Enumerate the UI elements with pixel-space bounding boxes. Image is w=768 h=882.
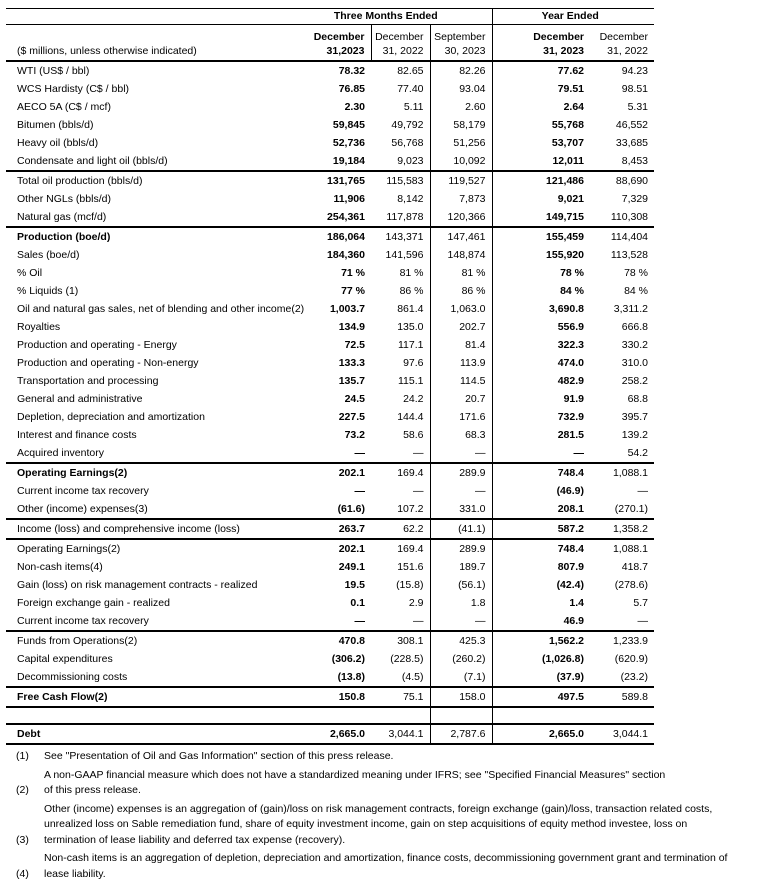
row-label: Other (income) expenses(3) — [6, 500, 286, 519]
cell: 147,461 — [430, 227, 492, 246]
row-label: Income (loss) and comprehensive income (loss) — [6, 519, 286, 539]
cell: 425.3 — [430, 631, 492, 650]
cell: 227.5 — [286, 408, 371, 426]
cell: — — [492, 444, 590, 463]
cell: (56.1) — [430, 576, 492, 594]
footnote-line: Other (income) expenses is an aggregation of (gain)/loss on risk management contracts, foreign exchange (gain)/loss, transaction related costs, — [44, 802, 768, 818]
footnote-line: unrealized loss on Sable remediation fund, share of equity investment income, gain on step acquisitions of equity method investee, loss on — [44, 817, 768, 833]
cell: 208.1 — [492, 500, 590, 519]
cell: 310.0 — [590, 354, 654, 372]
cell: 68.3 — [430, 426, 492, 444]
row-label: Decommissioning costs — [6, 668, 286, 687]
cell: 144.4 — [371, 408, 430, 426]
cell: (13.8) — [286, 668, 371, 687]
row-label: Transportation and processing — [6, 372, 286, 390]
cell: 113,528 — [590, 246, 654, 264]
cell — [430, 707, 492, 724]
cell: 88,690 — [590, 171, 654, 190]
table-row — [6, 372, 654, 390]
cell: 141,596 — [371, 246, 430, 264]
cell: 8,142 — [371, 190, 430, 208]
table-row — [6, 482, 654, 500]
row-label: Other NGLs (bbls/d) — [6, 190, 286, 208]
cell: 2.9 — [371, 594, 430, 612]
cell: 5.11 — [371, 98, 430, 116]
cell: 54.2 — [590, 444, 654, 463]
cell: — — [286, 444, 371, 463]
cell: 1,003.7 — [286, 300, 371, 318]
cell: (61.6) — [286, 500, 371, 519]
cell: (228.5) — [371, 650, 430, 668]
row-label: % Oil — [6, 264, 286, 282]
cell: 482.9 — [492, 372, 590, 390]
footnote-text — [44, 802, 768, 849]
cell: (306.2) — [286, 650, 371, 668]
cell: 666.8 — [590, 318, 654, 336]
table-row — [6, 463, 654, 482]
cell: 249.1 — [286, 558, 371, 576]
cell: 86 % — [371, 282, 430, 300]
table-row — [6, 426, 654, 444]
footnote-number: (3) — [16, 833, 44, 849]
cell: 24.2 — [371, 390, 430, 408]
cell: (260.2) — [430, 650, 492, 668]
cell: 3,311.2 — [590, 300, 654, 318]
cell: 58.6 — [371, 426, 430, 444]
cell: 84 % — [590, 282, 654, 300]
cell: 155,920 — [492, 246, 590, 264]
footnote-text — [44, 749, 768, 765]
column-header-dec-31-2022: December 31, 2022 — [371, 25, 430, 62]
cell: — — [286, 482, 371, 500]
footnote-line: A non-GAAP financial measure which does not have a standardized meaning under IFRS; see "Specified Financial Measures" section — [44, 768, 768, 784]
cell: 171.6 — [430, 408, 492, 426]
cell: 19,184 — [286, 152, 371, 171]
cell: 135.0 — [371, 318, 430, 336]
column-header-sep-30-2023: September 30, 2023 — [430, 25, 492, 62]
cell: 7,873 — [430, 190, 492, 208]
cell: 33,685 — [590, 134, 654, 152]
cell: 12,011 — [492, 152, 590, 171]
cell: 3,044.1 — [371, 724, 430, 744]
cell: (270.1) — [590, 500, 654, 519]
cell: 587.2 — [492, 519, 590, 539]
cell: — — [590, 612, 654, 631]
cell: 150.8 — [286, 687, 371, 707]
footnote — [16, 851, 768, 882]
cell: 7,329 — [590, 190, 654, 208]
cell: (42.4) — [492, 576, 590, 594]
table-row — [6, 444, 654, 463]
footnote-text — [44, 768, 768, 799]
row-label: Acquired inventory — [6, 444, 286, 463]
footnote-line: Non-cash items is an aggregation of depletion, depreciation and amortization, finance costs, decommissioning government grant and termination of — [44, 851, 768, 867]
cell: 110,308 — [590, 208, 654, 227]
cell: 94.23 — [590, 61, 654, 80]
cell: 732.9 — [492, 408, 590, 426]
cell: 2,665.0 — [492, 724, 590, 744]
cell: (41.1) — [430, 519, 492, 539]
cell: (37.9) — [492, 668, 590, 687]
cell: 807.9 — [492, 558, 590, 576]
row-label: Total oil production (bbls/d) — [6, 171, 286, 190]
table-row — [6, 282, 654, 300]
cell: 3,690.8 — [492, 300, 590, 318]
cell: — — [430, 444, 492, 463]
row-label: Oil and natural gas sales, net of blending and other income(2) — [6, 300, 286, 318]
cell: 81 % — [371, 264, 430, 282]
row-label: Debt — [6, 724, 286, 744]
cell: 46.9 — [492, 612, 590, 631]
footnote-number: (2) — [16, 783, 44, 799]
row-label: WCS Hardisty (C$ / bbl) — [6, 80, 286, 98]
cell: — — [430, 612, 492, 631]
cell: 9,021 — [492, 190, 590, 208]
table-row — [6, 519, 654, 539]
row-label: Gain (loss) on risk management contracts - realized — [6, 576, 286, 594]
cell: 135.7 — [286, 372, 371, 390]
group-header-three-months: Three Months Ended — [286, 9, 492, 25]
table-row — [6, 500, 654, 519]
table-row — [6, 300, 654, 318]
footnote-line: termination of lease liability and deferred tax expense (recovery). — [44, 833, 768, 849]
row-label: Funds from Operations(2) — [6, 631, 286, 650]
table-row — [6, 612, 654, 631]
cell: 20.7 — [430, 390, 492, 408]
cell: 75.1 — [371, 687, 430, 707]
column-header-year-dec-31-2022: December 31, 2022 — [590, 25, 654, 62]
footnote-number: (4) — [16, 867, 44, 882]
cell: 72.5 — [286, 336, 371, 354]
row-label: Condensate and light oil (bbls/d) — [6, 152, 286, 171]
cell: 86 % — [430, 282, 492, 300]
row-label: Operating Earnings(2) — [6, 539, 286, 558]
cell: 114.5 — [430, 372, 492, 390]
cell: 589.8 — [590, 687, 654, 707]
cell: 11,906 — [286, 190, 371, 208]
cell: 1,562.2 — [492, 631, 590, 650]
cell: 134.9 — [286, 318, 371, 336]
table-row — [6, 354, 654, 372]
footnotes — [6, 749, 768, 882]
cell: — — [286, 612, 371, 631]
cell: 115,583 — [371, 171, 430, 190]
cell: 107.2 — [371, 500, 430, 519]
row-label: % Liquids (1) — [6, 282, 286, 300]
table-row — [6, 80, 654, 98]
table-row — [6, 594, 654, 612]
table-row — [6, 227, 654, 246]
cell: 56,768 — [371, 134, 430, 152]
cell: 1,088.1 — [590, 463, 654, 482]
cell: 82.26 — [430, 61, 492, 80]
cell: 77 % — [286, 282, 371, 300]
cell: 497.5 — [492, 687, 590, 707]
cell: 289.9 — [430, 539, 492, 558]
cell: 1,063.0 — [430, 300, 492, 318]
cell: 258.2 — [590, 372, 654, 390]
cell: 51,256 — [430, 134, 492, 152]
cell: (4.5) — [371, 668, 430, 687]
cell: — — [371, 444, 430, 463]
cell: 748.4 — [492, 463, 590, 482]
cell: 49,792 — [371, 116, 430, 134]
cell: 10,092 — [430, 152, 492, 171]
row-label: Interest and finance costs — [6, 426, 286, 444]
cell: 202.7 — [430, 318, 492, 336]
table-row — [6, 116, 654, 134]
row-label: General and administrative — [6, 390, 286, 408]
table-row — [6, 558, 654, 576]
row-label: AECO 5A (C$ / mcf) — [6, 98, 286, 116]
cell: 330.2 — [590, 336, 654, 354]
cell: 117.1 — [371, 336, 430, 354]
cell: — — [430, 482, 492, 500]
period-group-header-row — [6, 9, 654, 25]
cell: 395.7 — [590, 408, 654, 426]
cell: 331.0 — [430, 500, 492, 519]
table-row — [6, 576, 654, 594]
cell: 474.0 — [492, 354, 590, 372]
cell: 9,023 — [371, 152, 430, 171]
cell: 556.9 — [492, 318, 590, 336]
cell: 1,233.9 — [590, 631, 654, 650]
cell: 98.51 — [590, 80, 654, 98]
table-row — [6, 246, 654, 264]
cell: 114,404 — [590, 227, 654, 246]
cell: 2.30 — [286, 98, 371, 116]
cell: 77.40 — [371, 80, 430, 98]
cell: (15.8) — [371, 576, 430, 594]
cell: 120,366 — [430, 208, 492, 227]
cell: 1,088.1 — [590, 539, 654, 558]
cell: 73.2 — [286, 426, 371, 444]
cell: (1,026.8) — [492, 650, 590, 668]
cell: 308.1 — [371, 631, 430, 650]
table-row — [6, 318, 654, 336]
cell: 24.5 — [286, 390, 371, 408]
table-row — [6, 650, 654, 668]
cell: 77.62 — [492, 61, 590, 80]
table-row — [6, 724, 654, 744]
table-row — [6, 631, 654, 650]
cell: (46.9) — [492, 482, 590, 500]
table-row — [6, 539, 654, 558]
row-label: Free Cash Flow(2) — [6, 687, 286, 707]
cell — [371, 707, 430, 724]
row-label: Production and operating - Non-energy — [6, 354, 286, 372]
cell — [590, 707, 654, 724]
cell: 281.5 — [492, 426, 590, 444]
footnote — [16, 749, 768, 765]
cell: (278.6) — [590, 576, 654, 594]
cell: 143,371 — [371, 227, 430, 246]
cell: 68.8 — [590, 390, 654, 408]
cell: (620.9) — [590, 650, 654, 668]
footnote — [16, 802, 768, 849]
cell: 155,459 — [492, 227, 590, 246]
row-label: Heavy oil (bbls/d) — [6, 134, 286, 152]
cell: 148,874 — [430, 246, 492, 264]
cell: 131,765 — [286, 171, 371, 190]
cell: 8,453 — [590, 152, 654, 171]
cell: 113.9 — [430, 354, 492, 372]
cell: 79.51 — [492, 80, 590, 98]
cell: 748.4 — [492, 539, 590, 558]
cell: 59,845 — [286, 116, 371, 134]
table-row — [6, 134, 654, 152]
cell: 861.4 — [371, 300, 430, 318]
row-label: Royalties — [6, 318, 286, 336]
footnote-line: of this press release. — [44, 783, 768, 799]
cell: 254,361 — [286, 208, 371, 227]
cell: 58,179 — [430, 116, 492, 134]
table-row — [6, 152, 654, 171]
cell — [492, 707, 590, 724]
column-header-dec-31-2023: December 31,2023 — [286, 25, 371, 62]
cell: 151.6 — [371, 558, 430, 576]
cell: 2,665.0 — [286, 724, 371, 744]
cell: 418.7 — [590, 558, 654, 576]
table-row — [6, 687, 654, 707]
table-row — [6, 190, 654, 208]
cell: 1.8 — [430, 594, 492, 612]
cell: 81 % — [430, 264, 492, 282]
cell: 184,360 — [286, 246, 371, 264]
row-label — [6, 707, 286, 724]
cell: 189.7 — [430, 558, 492, 576]
cell: 78 % — [590, 264, 654, 282]
cell: 52,736 — [286, 134, 371, 152]
cell: 202.1 — [286, 463, 371, 482]
cell: 2,787.6 — [430, 724, 492, 744]
table-row — [6, 61, 654, 80]
row-label: Production (boe/d) — [6, 227, 286, 246]
cell: 97.6 — [371, 354, 430, 372]
cell: 78.32 — [286, 61, 371, 80]
cell: 2.60 — [430, 98, 492, 116]
table-row — [6, 408, 654, 426]
cell: 263.7 — [286, 519, 371, 539]
cell: 84 % — [492, 282, 590, 300]
cell: 202.1 — [286, 539, 371, 558]
cell: 119,527 — [430, 171, 492, 190]
table-row — [6, 390, 654, 408]
group-header-year-ended: Year Ended — [492, 9, 654, 25]
column-header-row — [6, 25, 654, 62]
cell: 71 % — [286, 264, 371, 282]
cell: — — [371, 612, 430, 631]
footnote-line: lease liability. — [44, 867, 768, 882]
cell: 93.04 — [430, 80, 492, 98]
row-label: Capital expenditures — [6, 650, 286, 668]
cell: 55,768 — [492, 116, 590, 134]
cell: 133.3 — [286, 354, 371, 372]
table-row — [6, 668, 654, 687]
cell: 82.65 — [371, 61, 430, 80]
unit-note: ($ millions, unless otherwise indicated) — [6, 25, 286, 62]
footnote-line: See "Presentation of Oil and Gas Information" section of this press release. — [44, 749, 768, 765]
cell: (7.1) — [430, 668, 492, 687]
cell: 81.4 — [430, 336, 492, 354]
cell: 62.2 — [371, 519, 430, 539]
table-row — [6, 208, 654, 227]
cell: 289.9 — [430, 463, 492, 482]
cell: 121,486 — [492, 171, 590, 190]
cell: — — [371, 482, 430, 500]
cell: 1,358.2 — [590, 519, 654, 539]
cell: 322.3 — [492, 336, 590, 354]
footnote-number: (1) — [16, 749, 44, 765]
footnote-text — [44, 851, 768, 882]
cell: 115.1 — [371, 372, 430, 390]
cell: 169.4 — [371, 539, 430, 558]
cell: 0.1 — [286, 594, 371, 612]
cell: 76.85 — [286, 80, 371, 98]
footnote — [16, 768, 768, 799]
table-row — [6, 336, 654, 354]
financial-summary-table — [6, 8, 654, 745]
table-row — [6, 264, 654, 282]
row-label: Non-cash items(4) — [6, 558, 286, 576]
cell: 117,878 — [371, 208, 430, 227]
row-label: Sales (boe/d) — [6, 246, 286, 264]
cell: 1.4 — [492, 594, 590, 612]
row-label: Current income tax recovery — [6, 482, 286, 500]
cell: 149,715 — [492, 208, 590, 227]
cell: 5.31 — [590, 98, 654, 116]
cell: 3,044.1 — [590, 724, 654, 744]
cell: 5.7 — [590, 594, 654, 612]
cell — [286, 707, 371, 724]
cell: 2.64 — [492, 98, 590, 116]
row-label: Operating Earnings(2) — [6, 463, 286, 482]
cell: 169.4 — [371, 463, 430, 482]
cell: 19.5 — [286, 576, 371, 594]
table-row — [6, 171, 654, 190]
row-label: WTI (US$ / bbl) — [6, 61, 286, 80]
row-label: Foreign exchange gain - realized — [6, 594, 286, 612]
cell: 53,707 — [492, 134, 590, 152]
row-label: Natural gas (mcf/d) — [6, 208, 286, 227]
cell: 186,064 — [286, 227, 371, 246]
cell: 78 % — [492, 264, 590, 282]
cell: 470.8 — [286, 631, 371, 650]
cell: (23.2) — [590, 668, 654, 687]
cell: 91.9 — [492, 390, 590, 408]
row-label: Depletion, depreciation and amortization — [6, 408, 286, 426]
cell: 139.2 — [590, 426, 654, 444]
spacer-row — [6, 707, 654, 724]
row-label: Production and operating - Energy — [6, 336, 286, 354]
cell: — — [590, 482, 654, 500]
cell: 158.0 — [430, 687, 492, 707]
row-label: Current income tax recovery — [6, 612, 286, 631]
group-header-spacer — [6, 9, 286, 25]
column-header-year-dec-31-2023: December 31, 2023 — [492, 25, 590, 62]
cell: 46,552 — [590, 116, 654, 134]
row-label: Bitumen (bbls/d) — [6, 116, 286, 134]
table-row — [6, 98, 654, 116]
